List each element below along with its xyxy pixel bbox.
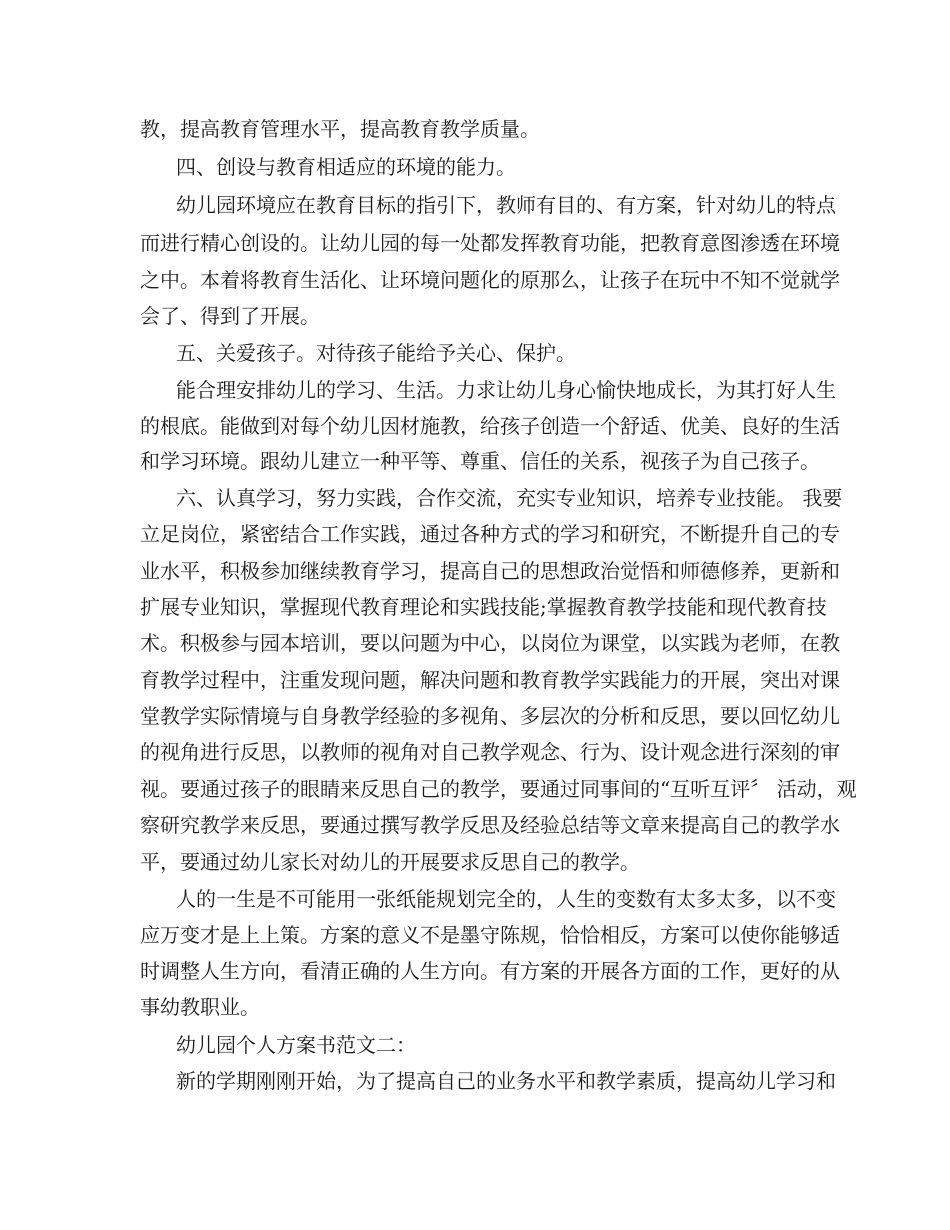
section-heading: 六、认真学习，努力实践，合作交流，充实专业知识，培养专业技能。 我要 bbox=[176, 486, 843, 510]
section-heading: 五、关爱孩子。对待孩子能给予关心、保护。 bbox=[176, 341, 576, 365]
text-line: 新的学期刚刚开始，为了提高自己的业务水平和教学素质，提高幼儿学习和 bbox=[176, 1069, 836, 1093]
text-line: 教，提高教育管理水平，提高教育教学质量。 bbox=[140, 117, 540, 141]
text-line: 术。积极参与园本培训，要以问题为中心，以岗位为课堂，以实践为老师，在教 bbox=[140, 631, 840, 655]
text-line: 堂教学实际情境与自身教学经验的多视角、多层次的分析和反思，要以回忆幼儿 bbox=[140, 704, 840, 728]
text-line: 能合理安排幼儿的学习、生活。力求让幼儿身心愉快地成长，为其打好人生 bbox=[176, 378, 836, 402]
text-line: 会了、得到了开展。 bbox=[140, 304, 320, 328]
text-line: 幼儿园环境应在教育目标的指引下，教师有目的、有方案，针对幼儿的特点 bbox=[176, 193, 836, 217]
text-line: 扩展专业知识，掌握现代教育理论和实践技能;掌握教育教学技能和现代教育技 bbox=[140, 595, 827, 619]
section-title: 幼儿园个人方案书范文二： bbox=[176, 1033, 416, 1057]
text-line: 人的一生是不可能用一张纸能规划完全的，人生的变数有太多太多，以不变 bbox=[176, 887, 836, 911]
text-line: 察研究教学来反思，要通过撰写教学反思及经验总结等文章来提高自己的教学水 bbox=[140, 813, 840, 837]
text-line: 立足岗位，紧密结合工作实践，通过各种方式的学习和研究，不断提升自己的专 bbox=[140, 522, 840, 546]
text-line: 业水平，积极参加继续教育学习，提高自己的思想政治觉悟和师德修养，更新和 bbox=[140, 559, 840, 583]
text-line: 平，要通过幼儿家长对幼儿的开展要求反思自己的教学。 bbox=[140, 850, 640, 874]
text-line: 时调整人生方向，看清正确的人生方向。有方案的开展各方面的工作，更好的从 bbox=[140, 959, 840, 983]
text-line: 而进行精心创设的。让幼儿园的每一处都发挥教育功能，把教育意图渗透在环境 bbox=[140, 231, 840, 255]
text-line: 和学习环境。跟幼儿建立一种平等、尊重、信任的关系，视孩子为自己孩子。 bbox=[140, 449, 820, 473]
text-line: 的根底。能做到对每个幼儿因材施教，给孩子创造一个舒适、优美、良好的生活 bbox=[140, 414, 840, 438]
text-line: 事幼教职业。 bbox=[140, 995, 260, 1019]
section-heading: 四、创设与教育相适应的环境的能力。 bbox=[176, 155, 516, 179]
text-line: 的视角进行反思，以教师的视角对自己教学观念、行为、设计观念进行深刻的审 bbox=[140, 740, 840, 764]
text-line: 之中。本着将教育生活化、让环境问题化的原那么，让孩子在玩中不知不觉就学 bbox=[140, 268, 840, 292]
text-line: 育教学过程中，注重发现问题，解决问题和教育教学实践能力的开展，突出对课 bbox=[140, 668, 840, 692]
text-line: 应万变才是上上策。方案的意义不是墨守陈规，恰恰相反，方案可以使你能够适 bbox=[140, 923, 840, 947]
text-line: 视。要通过孩子的眼睛来反思自己的教学，要通过同事间的“互听互评〞 活动，观 bbox=[140, 777, 857, 801]
